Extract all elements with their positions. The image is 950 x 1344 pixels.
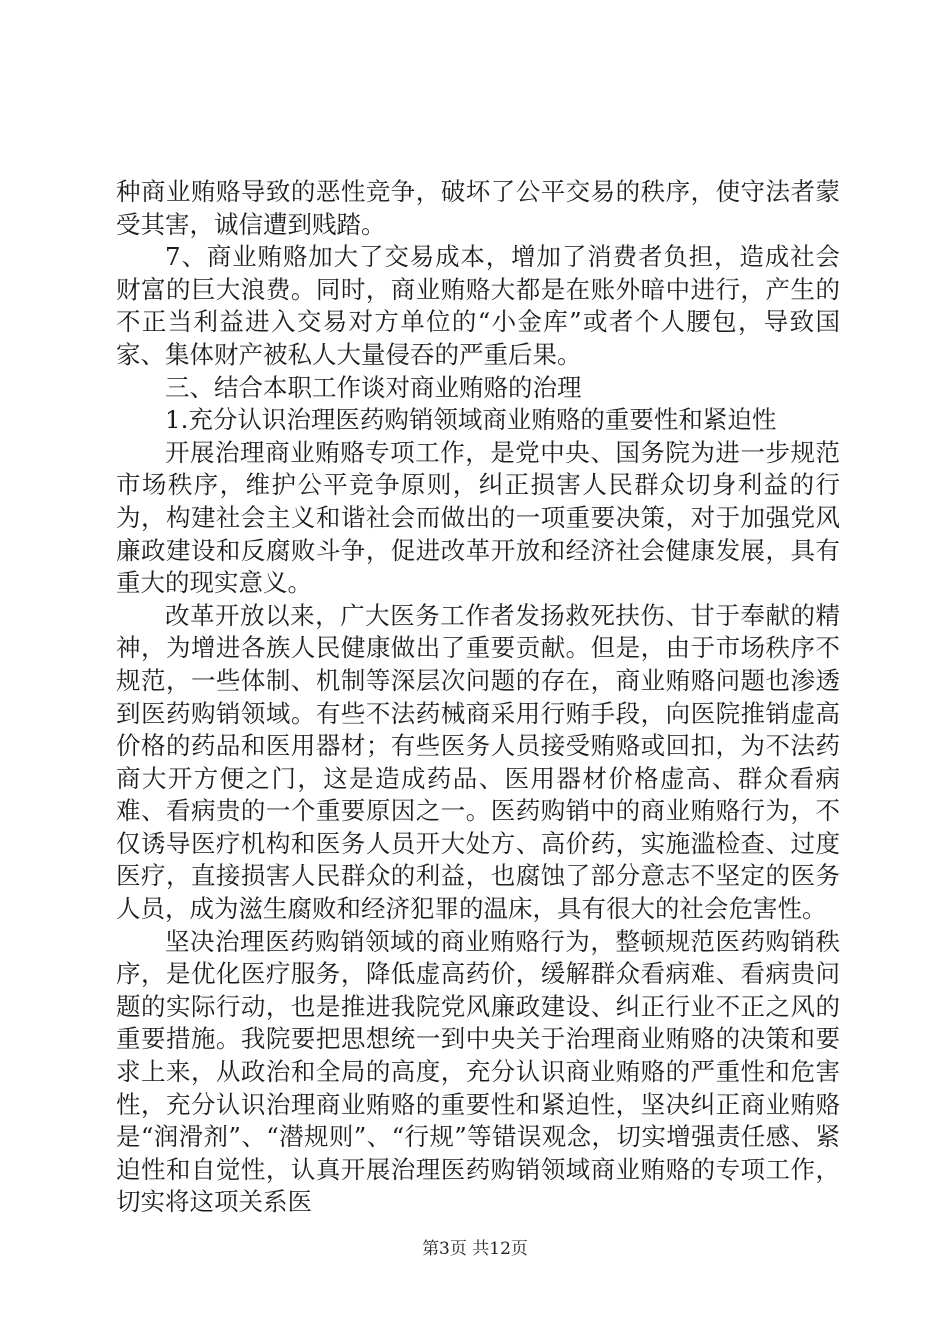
paragraph-1: 种商业贿赂导致的恶性竞争，破坏了公平交易的秩序，使守法者蒙受其害，诚信遭到贱踏。 bbox=[116, 177, 840, 239]
paragraph-2: 7、商业贿赂加大了交易成本，增加了消费者负担，造成社会财富的巨大浪费。同时，商业贿赂大都是在账外暗中进行，产生的不正当利益进入交易对方单位的“小金库”或者个人腰包，导致国家、集体财产被私人大量侵吞的严重后果。 bbox=[116, 242, 840, 369]
section-heading: 三、结合本职工作谈对商业贿赂的治理 bbox=[165, 372, 582, 402]
page-number-footer: 第3页 共12页 bbox=[422, 1239, 528, 1259]
subsection-heading: 1.充分认识治理医药购销领域商业贿赂的重要性和紧迫性 bbox=[165, 405, 777, 435]
paragraph-4: 改革开放以来，广大医务工作者发扬救死扶伤、甘于奉献的精神，为增进各族人民健康做出了重要贡献。但是，由于市场秩序不规范，一些体制、机制等深层次问题的存在，商业贿赂问题也渗透到医药购销领域。有些不法药械商采用行贿手段，向医院推销虚高价格的药品和医用器材；有些医务人员接受贿赂或回扣，为不法药商大开方便之门，这是造成药品、医用器材价格虚高、群众看病难、看病贵的一个重要原因之一。医药购销中的商业贿赂行为，不仅诱导医疗机构和医务人员开大处方、高价药，实施滥检查、过度医疗，直接损害人民群众的利益，也腐蚀了部分意志不坚定的医务人员，成为滋生腐败和经济犯罪的温床，具有很大的社会危害性。 bbox=[116, 600, 840, 924]
document-body bbox=[116, 176, 840, 1219]
paragraph-5: 坚决治理医药购销领域的商业贿赂行为，整顿规范医药购销秩序，是优化医疗服务，降低虚高药价，缓解群众看病难、看病贵问题的实际行动，也是推进我院党风廉政建设、纠正行业不正之风的重要措施。我院要把思想统一到中央关于治理商业贿赂的决策和要求上来，从政治和全局的高度，充分认识商业贿赂的严重性和危害性，充分认识治理商业贿赂的重要性和紧迫性，坚决纠正商业贿赂是“润滑剂”、“潜规则”、“行规”等错误观念，切实增强责任感、紧迫性和自觉性，认真开展治理医药购销领域商业贿赂的专项工作，切实将这项关系医 bbox=[116, 926, 840, 1217]
paragraph-3: 开展治理商业贿赂专项工作，是党中央、国务院为进一步规范市场秩序，维护公平竞争原则，纠正损害人民群众切身利益的行为，构建社会主义和谐社会而做出的一项重要决策，对于加强党风廉政建设和反腐败斗争，促进改革开放和经济社会健康发展，具有重大的现实意义。 bbox=[116, 437, 840, 598]
